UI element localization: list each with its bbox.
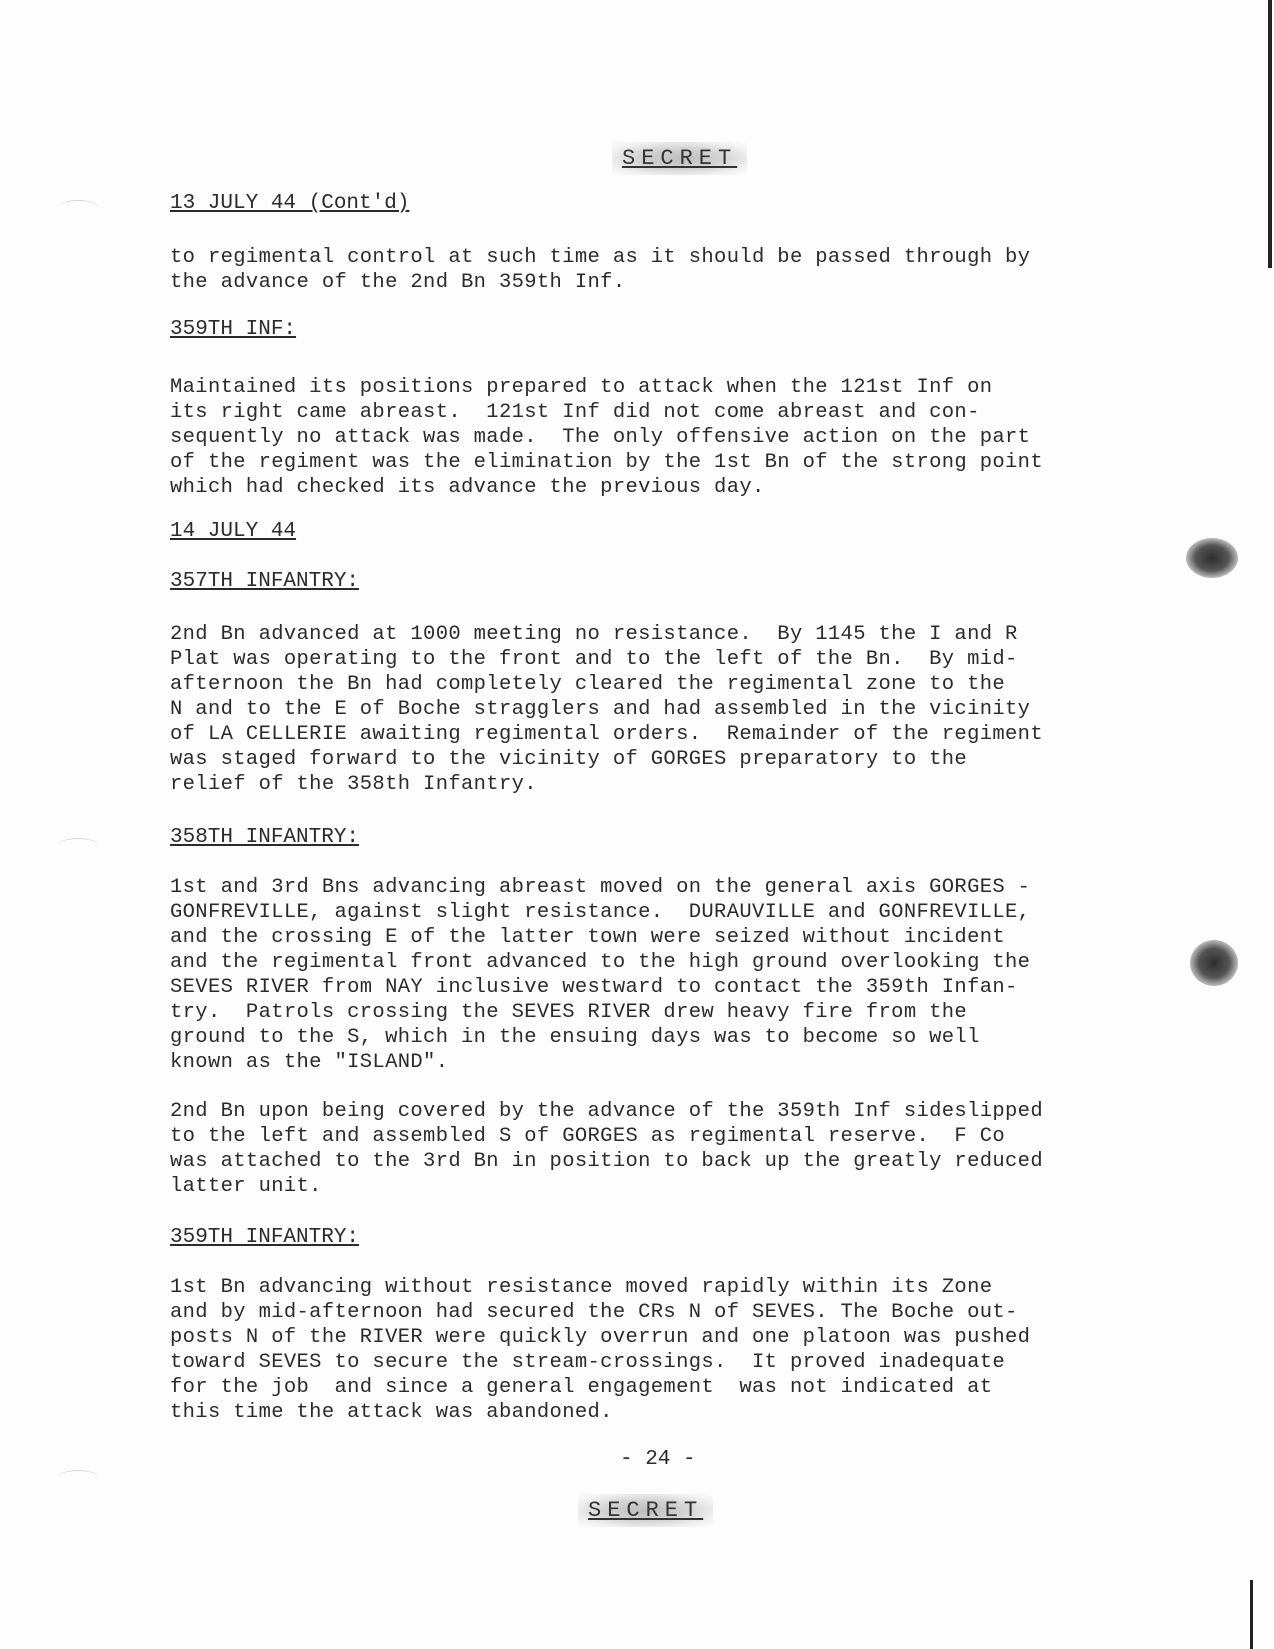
page-number: - 24 - xyxy=(620,1448,696,1471)
secret-stamp-bottom: SECRET xyxy=(578,1494,713,1527)
scan-edge-mark xyxy=(1268,0,1272,268)
section-heading: 14 JULY 44 xyxy=(170,520,297,543)
paragraph: 1st and 3rd Bns advancing abreast moved on the general axis GORGES - GONFREVILLE, against slight resistance. DURAUVILLE and GONFREVILLE, and the crossing E of the latter town were seized without incident and the regimental front advanced to the high ground overlooking the SEVES RIVER from NAY inclusive westward to contact the 359th Infan- try. Patrols crossing the SEVES RIVER drew heavy fire from the ground to the S, which in the ensuing days was to become so well known as the "ISLAND". xyxy=(170,876,1031,1074)
section-heading: 13 JULY 44 (Cont'd) xyxy=(170,192,410,215)
paragraph: 1st Bn advancing without resistance moved rapidly within its Zone and by mid-afternoon had secured the CRs N of SEVES. The Boche out- posts N of the RIVER were quickly overrun and one platoon was pushed toward SEVES to secure the stream-crossings. It proved inadequate for the job and since a general engagement was not indicated at this time the attack was abandoned. xyxy=(170,1276,1031,1424)
secret-stamp-top: SECRET xyxy=(612,142,747,175)
margin-mark xyxy=(58,838,98,853)
margin-mark xyxy=(58,1470,98,1485)
paragraph: 2nd Bn upon being covered by the advance of the 359th Inf sideslipped to the left and assembled S of GORGES as regimental reserve. F Co was attached to the 3rd Bn in position to back up the greatly reduced latter unit. xyxy=(170,1100,1043,1198)
section-heading: 358TH INFANTRY: xyxy=(170,826,360,849)
scan-edge-mark xyxy=(1250,1580,1253,1649)
ink-smudge xyxy=(1186,538,1238,578)
section-heading: 359TH INFANTRY: xyxy=(170,1226,360,1249)
section-heading: 357TH INFANTRY: xyxy=(170,570,360,593)
paragraph: 2nd Bn advanced at 1000 meeting no resistance. By 1145 the I and R Plat was operating to the front and to the left of the Bn. By mid- afternoon the Bn had completely cleared the regimental zone to the N and to the E of Boche stragglers and had assembled in the vicinity of LA CELLERIE awaiting regimental orders. Remainder of the regiment was staged forward to the vicinity of GORGES preparatory to the relief of the 358th Infantry. xyxy=(170,623,1043,796)
ink-smudge xyxy=(1190,940,1238,986)
paragraph: Maintained its positions prepared to attack when the 121st Inf on its right came abreast. 121st Inf did not come abreast and con- sequently no attack was made. The only offensive action on the part of the regiment was the elimination by the 1st Bn of the strong point which had checked its advance the previous day. xyxy=(170,376,1043,499)
margin-mark xyxy=(58,200,98,215)
section-heading: 359TH INF: xyxy=(170,318,297,341)
paragraph: to regimental control at such time as it should be passed through by the advance of the 2nd Bn 359th Inf. xyxy=(170,246,1031,294)
